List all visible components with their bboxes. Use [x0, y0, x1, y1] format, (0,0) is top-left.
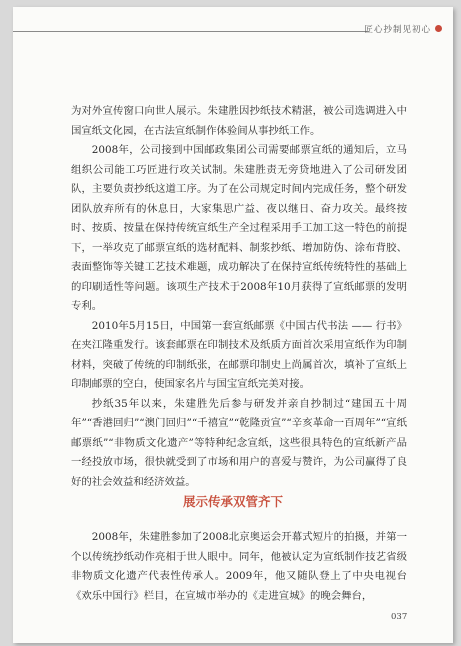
paragraph: 抄纸35年以来，朱建胜先后参与研发并亲自抄制过“建国五十周年”“香港回归”“澳门回归”“千禧宣”“乾隆贡宣”“辛亥革命一百周年”“宣纸邮票纸”“非物质文化遗产”等特种纪念宣纸，这些很具特色的宣纸新产品一经投放市场，很快就受到了市场和用户的喜爱与赞许，为公司赢得了良好的社会效益和经济效益。 [71, 397, 407, 488]
header-rule [13, 31, 369, 32]
paragraph: 2010年5月15日，中国第一套宣纸邮票《中国古代书法 —— 行书》在夹江隆重发行。该套邮票在印制技术及纸质方面首次采用宣纸作为印制材料，突破了传统的印制纸张，在邮票印制史上尚属首次，填补了宣纸上印制邮票的空白，使国家名片与国宝宣纸完美对接。 [71, 319, 407, 390]
paragraph: 2008年，公司接到中国邮政集团公司需要邮票宣纸的通知后，立马组织公司能工巧匠进行攻关试制。朱建胜责无旁贷地进入了公司研发团队，主要负责抄纸这道工序。为了在公司规定时间内完成任务，整个研发团队放弃所有的休息日，大家集思广益、夜以继日、奋力攻关。最终按时、按质、按量在保持传统宣纸生产全过程采用手工加工这一特色的前提下，一举攻克了邮票宣纸的选材配料、制浆抄纸、增加防伪、涂布背胶、表面整饰等关键工艺技术难题，成功解决了在保持宣纸传统特性的基础上的印刷适性等问题。该项生产技术于2008年10月获得了宣纸邮票的发明专利。 [71, 144, 407, 312]
body-text-bottom [71, 528, 407, 606]
running-header: 匠心抄制见初心 [364, 25, 431, 35]
paragraph: 2008年，朱建胜参加了2008北京奥运会开幕式短片的拍摄，并第一个以传统抄纸动作亮相于世人眼中。同年，他被认定为宣纸制作技艺省级非物质文化遗产代表性传承人。2009年，他又随队登上了中央电视台《欢乐中国行》栏目，在宣城市举办的《走进宣城》的晚会舞台， [71, 531, 407, 602]
book-page [13, 7, 453, 643]
body-text-top [71, 102, 407, 492]
paragraph: 为对外宣传窗口向世人展示。朱建胜因抄纸技术精湛，被公司选调进入中国宣纸文化园，在古法宣纸制作体验间从事抄纸工作。 [71, 105, 407, 137]
header-ornament-icon [435, 25, 442, 32]
page-number: 037 [391, 612, 408, 622]
section-heading: 展示传承双管齐下 [182, 494, 283, 509]
